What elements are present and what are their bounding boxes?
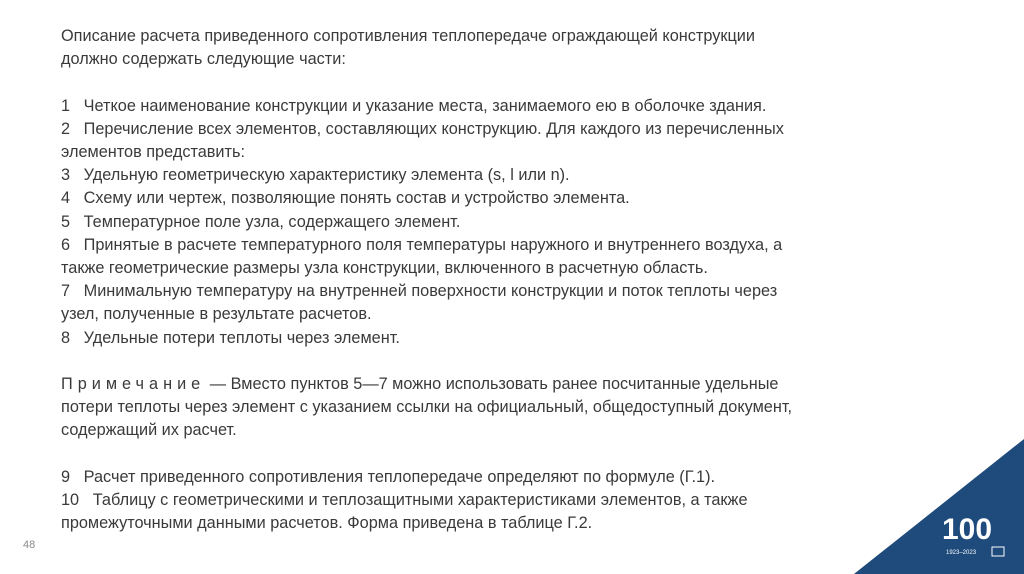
corner-decoration — [784, 434, 1024, 574]
item-text: Температурное поле узла, содержащего элемент. — [83, 212, 461, 231]
item-number: 9 — [61, 467, 71, 486]
item-text: Схему или чертеж, позволяющие понять состав и устройство элемента. — [83, 189, 630, 208]
item-text: Удельные потери теплоты через элемент. — [83, 328, 400, 347]
item-text: Таблицу с геометрическими и теплозащитными характеристиками элементов, а также — [92, 491, 748, 510]
note-block — [61, 373, 961, 443]
item-number: 10 — [61, 491, 80, 510]
blue-wedge — [854, 439, 1024, 574]
note-text: потери теплоты через элемент с указанием ссылки на официальный, общедоступный документ, — [61, 398, 793, 417]
item-number: 1 — [61, 96, 71, 115]
logo-text: 100 — [942, 513, 993, 546]
intro-line: Описание расчета приведенного сопротивления теплопередаче ограждающей конструкции — [61, 27, 755, 45]
intro-line: должно содержать следующие части: — [61, 50, 346, 69]
list-item-3 — [61, 164, 961, 187]
list-item-6 — [61, 234, 961, 280]
page-number: 48 — [23, 539, 36, 551]
item-number: 7 — [61, 282, 71, 301]
list-item-5 — [61, 211, 961, 234]
item-text: Удельную геометрическую характеристику элемента (s, l или n). — [83, 166, 570, 185]
item-text: Перечисление всех элементов, составляющих конструкцию. Для каждого из перечисленных — [83, 119, 784, 138]
item-number: 6 — [61, 235, 71, 254]
item-number: 3 — [61, 166, 71, 185]
logo-years: 1923–2023 — [946, 550, 977, 556]
item-text: узел, полученные в результате расчетов. — [61, 305, 372, 324]
note-text: содержащий их расчет. — [61, 421, 237, 440]
list-item-8 — [61, 327, 961, 350]
item-text: Минимальную температуру на внутренней поверхности конструкции и поток теплоты через — [83, 282, 778, 301]
item-text: элементов представить: — [61, 143, 245, 161]
list-item-2 — [61, 118, 961, 164]
item-number: 8 — [61, 328, 71, 347]
list-item-7 — [61, 280, 961, 326]
note-label: Примечание — [61, 375, 206, 394]
item-text: также геометрические размеры узла конструкции, включенного в расчетную область. — [61, 259, 708, 278]
item-number: 2 — [61, 119, 71, 138]
list-item-1 — [61, 95, 961, 118]
item-text: Четкое наименование конструкции и указание места, занимаемого ею в оболочке здания. — [83, 96, 767, 115]
note-text: — Вместо пунктов 5—7 можно использовать ранее посчитанные удельные — [209, 375, 779, 394]
list-item-4 — [61, 187, 961, 210]
item-number: 5 — [61, 212, 71, 231]
item-text: промежуточными данными расчетов. Форма приведена в таблице Г.2. — [61, 514, 593, 533]
item-text: Расчет приведенного сопротивления теплопередаче определяют по формуле (Г.1). — [83, 467, 716, 486]
item-number: 4 — [61, 189, 71, 208]
item-text: Принятые в расчете температурного поля температуры наружного и внутреннего воздуха, а — [83, 235, 783, 254]
